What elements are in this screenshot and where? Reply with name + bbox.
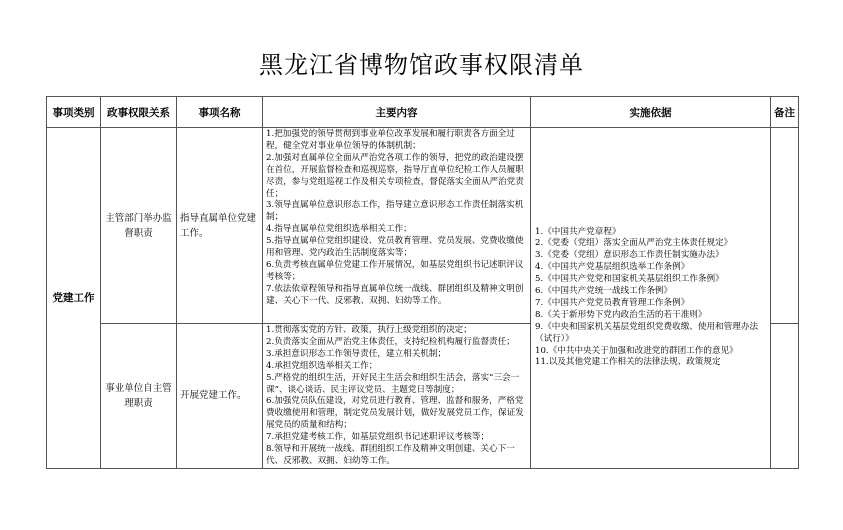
header-name: 事项名称 — [177, 97, 263, 128]
basis-line: 1.《中国共产党章程》 — [535, 226, 621, 237]
content-cell — [263, 128, 531, 324]
table-row — [47, 128, 799, 324]
header-basis: 实施依据 — [531, 97, 771, 128]
basis-line: 3.《党委（党组）意识形态工作责任制实施办法》 — [535, 250, 724, 261]
content-line: 2.负责落实全面从严治党主体责任，支持纪检机构履行监督责任； — [266, 336, 515, 347]
item-name-cell: 指导直属单位党建工作。 — [177, 128, 263, 324]
basis-line: 8.《关于新形势下党内政治生活的若干准则》 — [535, 309, 707, 320]
content-line: 6.加强党员队伍建设，对党员进行教育、管理、监督和服务，严格党费收缴使用和管理，制定党员发展计划，做好发展党员工作，保证发展党员的质量和结构； — [266, 396, 524, 431]
basis-line: 2.《党委（党组）落实全面从严治党主体责任规定》 — [535, 238, 733, 249]
content-line: 7.依法依章程领导和指导直属单位统一战线、群团组织及精神文明创建、关心下一代、反邪教、双拥、妇幼等工作。 — [266, 283, 524, 306]
basis-line: 4.《中国共产党基层组织选举工作条例》 — [535, 262, 690, 273]
content-line: 1.贯彻落实党的方针、政策，执行上级党组织的决定； — [266, 325, 472, 335]
content-cell — [263, 324, 531, 469]
page-title: 黑龙江省博物馆政事权限清单 — [259, 51, 584, 79]
content-line: 2.加强对直属单位全面从严治党各项工作的领导，把党的政治建设摆在首位，开展监督检查和巡视巡察，指导厅直单位纪检工作人员履职尽责，参与党组巡视工作及相关专项检查，督促落实全面从严治党责任； — [266, 152, 524, 199]
relation-cell: 主管部门举办监督职责 — [101, 128, 177, 324]
basis-line: 9.《中央和国家机关基层党组织党费收缴、使用和管理办法（试行）》 — [535, 321, 759, 344]
note-cell — [771, 128, 799, 324]
relation-cell: 事业单位自主管理职责 — [101, 324, 177, 469]
content-line: 3.领导直属单位意识形态工作，指导建立意识形态工作责任制落实机制； — [266, 200, 524, 223]
content-line: 5.指导直属单位党组织建设、党员教育管理、党员发展、党费收缴使用和管理、党内政治生活制度落实等； — [266, 236, 524, 259]
basis-line: 11.以及其他党建工作相关的法律法规、政策规定 — [535, 357, 721, 368]
item-name-cell: 开展党建工作。 — [177, 324, 263, 469]
header-note: 备注 — [771, 97, 799, 128]
header-category: 事项类别 — [47, 97, 101, 128]
content-line: 7.承担党建考核工作，如基层党组织书记述职评议考核等； — [266, 432, 490, 443]
basis-line: 7.《中国共产党党员教育管理工作条例》 — [535, 297, 690, 308]
basis-line: 5.《中国共产党党和国家机关基层组织工作条例》 — [535, 274, 724, 285]
basis-line: 10.《中共中央关于加强和改进党的群团工作的意见》 — [535, 345, 738, 356]
content-line: 6.负责考核直属单位党建工作开展情况，如基层党组织书记述职评议考核等； — [266, 259, 524, 282]
basis-cell — [531, 128, 771, 469]
content-line: 3.承担意识形态工作领导责任，建立相关机制； — [266, 348, 447, 359]
header-content: 主要内容 — [263, 97, 531, 128]
note-cell — [771, 324, 799, 469]
content-line: 1.把加强党的领导贯彻到事业单位改革发展和履行职责各方面全过程，健全党对事业单位领导的体制机制； — [266, 129, 515, 151]
category-cell: 党建工作 — [47, 128, 101, 469]
authority-table — [46, 96, 799, 469]
basis-line: 6.《中国共产党统一战线工作条例》 — [535, 286, 673, 297]
header-relation: 政事权限关系 — [101, 97, 177, 128]
content-line: 4.指导直属单位党组织选举相关工作； — [266, 224, 412, 235]
table-header-row — [47, 97, 799, 128]
content-line: 4.承担党组织选举相关工作； — [266, 360, 378, 371]
content-line: 5.严格党的组织生活，开好民主生活会和组织生活会，落实“三会一课”、谈心谈话、民主评议党员、主题党日等制度； — [266, 372, 520, 395]
content-line: 8.领导和开展统一战线、群团组织工作及精神文明创建、关心下一代、反邪教、双拥、妇幼等工作。 — [266, 444, 515, 466]
